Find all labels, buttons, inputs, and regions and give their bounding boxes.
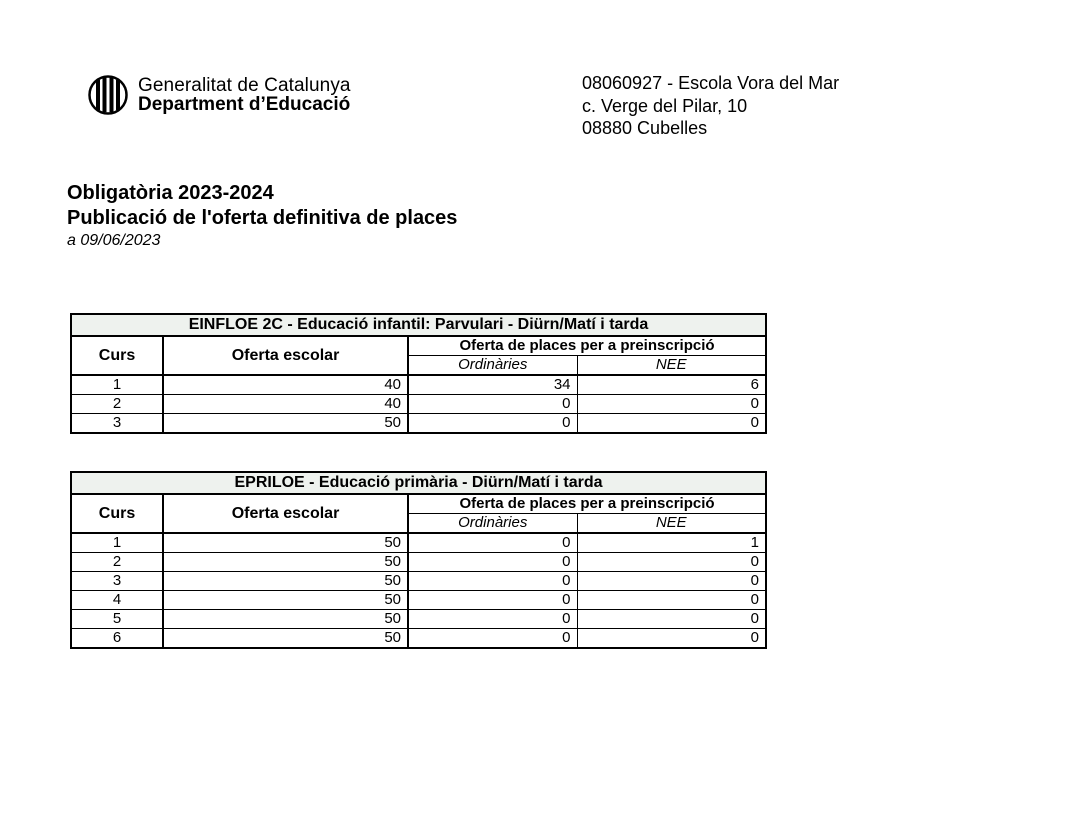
cell-ordinaries: 34 (408, 375, 577, 395)
table-title: EINFLOE 2C - Educació infantil: Parvulari - Diürn/Matí i tarda (71, 314, 766, 336)
cell-curs: 3 (71, 572, 163, 591)
cell-curs: 4 (71, 591, 163, 610)
cell-oferta: 50 (163, 629, 408, 649)
cell-curs: 5 (71, 610, 163, 629)
cell-nee: 0 (577, 591, 766, 610)
places-table-infantil (70, 313, 767, 434)
cell-nee: 0 (577, 414, 766, 434)
table-title-row (71, 472, 766, 494)
school-code-name: 08060927 - Escola Vora del Mar (582, 73, 840, 93)
cell-curs: 2 (71, 395, 163, 414)
table-row (71, 375, 766, 395)
table-title-row (71, 314, 766, 336)
generalitat-logo (88, 75, 351, 115)
table-header-row (71, 494, 766, 514)
cell-oferta: 50 (163, 572, 408, 591)
logo-line-generalitat: Generalitat de Catalunya (138, 75, 351, 96)
table-row (71, 414, 766, 434)
school-info (582, 72, 839, 140)
cell-curs: 6 (71, 629, 163, 649)
generalitat-emblem-icon (88, 75, 128, 115)
document-title: Obligatòria 2023-2024 (67, 182, 274, 204)
table-row (71, 553, 766, 572)
col-header-oferta-escolar: Oferta escolar (163, 494, 408, 533)
cell-oferta: 40 (163, 395, 408, 414)
table-header-row (71, 336, 766, 356)
table-row (71, 610, 766, 629)
col-header-oferta-escolar: Oferta escolar (163, 336, 408, 375)
publication-date: a 09/06/2023 (67, 232, 161, 249)
table-row (71, 629, 766, 649)
cell-nee: 0 (577, 553, 766, 572)
cell-nee: 0 (577, 572, 766, 591)
col-header-curs: Curs (71, 494, 163, 533)
cell-nee: 6 (577, 375, 766, 395)
cell-curs: 1 (71, 375, 163, 395)
cell-ordinaries: 0 (408, 395, 577, 414)
cell-curs: 1 (71, 533, 163, 553)
table-row (71, 533, 766, 553)
table-row (71, 591, 766, 610)
cell-oferta: 50 (163, 553, 408, 572)
logo-line-department: Department d’Educació (138, 94, 351, 115)
col-header-curs: Curs (71, 336, 163, 375)
school-address: c. Verge del Pilar, 10 (582, 95, 748, 116)
cell-nee: 0 (577, 610, 766, 629)
col-header-oferta-places: Oferta de places per a preinscripció (408, 494, 766, 514)
cell-ordinaries: 0 (408, 533, 577, 553)
cell-nee: 1 (577, 533, 766, 553)
cell-oferta: 50 (163, 610, 408, 629)
cell-ordinaries: 0 (408, 414, 577, 434)
table-row (71, 572, 766, 591)
cell-ordinaries: 0 (408, 610, 577, 629)
document-subtitle: Publicació de l'oferta definitiva de places (67, 207, 458, 229)
cell-ordinaries: 0 (408, 629, 577, 649)
cell-curs: 2 (71, 553, 163, 572)
cell-ordinaries: 0 (408, 553, 577, 572)
school-city: 08880 Cubelles (582, 118, 708, 138)
col-header-ordinaries: Ordinàries (408, 356, 577, 376)
cell-ordinaries: 0 (408, 572, 577, 591)
cell-oferta: 40 (163, 375, 408, 395)
cell-oferta: 50 (163, 533, 408, 553)
cell-ordinaries: 0 (408, 591, 577, 610)
cell-nee: 0 (577, 629, 766, 649)
document-heading (67, 181, 457, 251)
col-header-nee: NEE (577, 356, 766, 376)
table-row (71, 395, 766, 414)
col-header-nee: NEE (577, 514, 766, 534)
table-title: EPRILOE - Educació primària - Diürn/Matí i tarda (71, 472, 766, 494)
col-header-oferta-places: Oferta de places per a preinscripció (408, 336, 766, 356)
places-table-primaria (70, 471, 767, 649)
cell-curs: 3 (71, 414, 163, 434)
cell-oferta: 50 (163, 591, 408, 610)
cell-oferta: 50 (163, 414, 408, 434)
col-header-ordinaries: Ordinàries (408, 514, 577, 534)
cell-nee: 0 (577, 395, 766, 414)
